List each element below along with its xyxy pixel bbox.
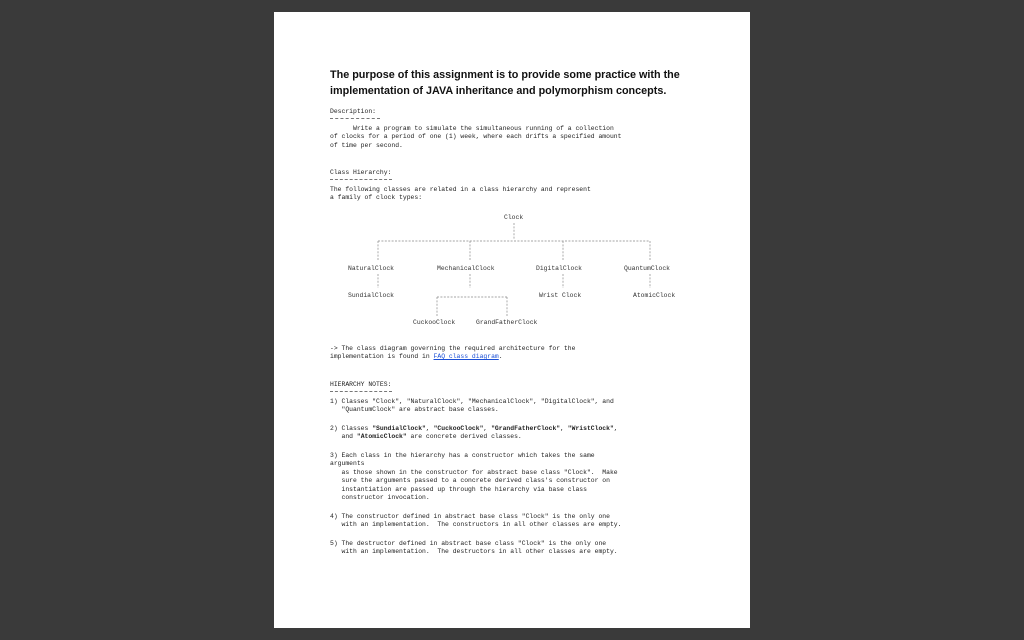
sundial-clock-name: "SundialClock" [372, 425, 426, 432]
grandfather-clock-name: "GrandFatherClock" [491, 425, 561, 432]
hierarchy-notes-heading: HIERARCHY NOTES: [330, 381, 392, 388]
class-diagram-note-text: -> The class diagram governing the required architecture for the implementation is found in [330, 345, 576, 361]
class-hierarchy-heading: Class Hierarchy: [330, 169, 392, 176]
class-diagram-note [330, 345, 575, 362]
node-grandfather-clock: GrandFatherClock [476, 319, 538, 326]
node-digital-clock: DigitalClock [536, 265, 583, 272]
node-sundial-clock: SundialClock [348, 292, 395, 299]
page-title: The purpose of this assignment is to provide some practice with the implementation of JAVA inheritance and polymorphism concepts. [330, 69, 680, 97]
note-2-sep: , [560, 425, 568, 432]
node-natural-clock: NaturalClock [348, 265, 395, 272]
node-clock: Clock [504, 214, 524, 221]
cuckoo-clock-name: "CuckooClock" [433, 425, 484, 432]
class-hierarchy-intro: The following classes are related in a class hierarchy and represent a family of clock types: [330, 186, 591, 202]
note-2-and: and [330, 433, 357, 441]
atomic-clock-name: "AtomicClock" [356, 433, 407, 441]
faq-class-diagram-link[interactable]: FAQ class diagram [433, 353, 499, 361]
wrist-clock-name: "WristClock" [567, 425, 614, 432]
node-quantum-clock: QuantumClock [624, 265, 671, 272]
description-heading: Description: [330, 108, 377, 115]
note-2-prefix: 2) Classes [330, 425, 373, 432]
class-diagram-lines [274, 12, 750, 342]
hierarchy-note-4: 4) The constructor defined in abstract base class "Clock" is the only one with an implementation. The constructors in all other classes are empty. [330, 513, 622, 529]
node-atomic-clock: AtomicClock [633, 292, 676, 299]
node-wrist-clock: Wrist Clock [539, 292, 582, 299]
node-mechanical-clock: MechanicalClock [437, 265, 495, 272]
hierarchy-note-1: 1) Classes "Clock", "NaturalClock", "MechanicalClock", "DigitalClock", and "QuantumClock" are abstract base classes. [330, 398, 614, 414]
hierarchy-note-5: 5) The destructor defined in abstract base class "Clock" is the only one with an implementation. The destructors in all other classes are empty. [330, 540, 618, 556]
node-cuckoo-clock: CuckooClock [413, 319, 456, 326]
hierarchy-note-3: 3) Each class in the hierarchy has a constructor which takes the same arguments as those shown in the constructor for abstract base class "Clock". Make sure the arguments passed to a concrete derived class's constructor on instantiation are passed up through the hierarchy via base class constructor invocation. [330, 452, 618, 502]
note-2-sep: , [483, 425, 492, 432]
note-2-sep: , [425, 425, 434, 432]
hierarchy-note-2: 2) Classes "SundialClock", "CuckooClock", "GrandFatherClock", "WristClock", and "AtomicClock" are concrete derived classes. [330, 425, 618, 441]
note-2-suffix: are concrete derived classes. [406, 433, 522, 441]
class-diagram-note-end: . [498, 353, 503, 361]
hierarchy-notes-underline [330, 391, 392, 392]
description-body: Write a program to simulate the simultaneous running of a collection of clocks for a period of one (1) week, where each drifts a specified amount of time per second. [330, 125, 622, 149]
document-page [274, 12, 750, 628]
